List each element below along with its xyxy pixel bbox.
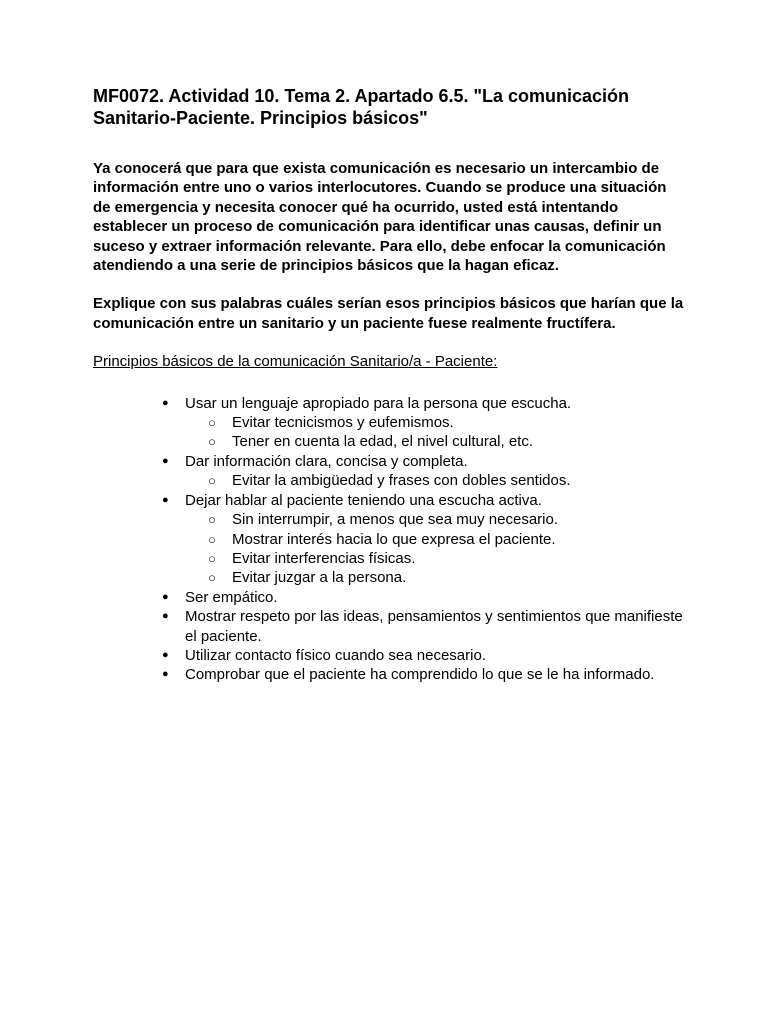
list-item xyxy=(93,491,688,588)
sub-list-item xyxy=(185,432,688,451)
circle-bullet-icon: ○ xyxy=(208,473,216,489)
circle-bullet-icon: ○ xyxy=(208,434,216,450)
list-item xyxy=(93,588,688,607)
circle-bullet-icon: ○ xyxy=(208,512,216,528)
bullet-icon: ● xyxy=(162,396,169,409)
document-title: MF0072. Actividad 10. Tema 2. Apartado 6.5. "La comunicación Sanitario-Paciente. Principios básicos" xyxy=(93,86,630,128)
sub-list-item xyxy=(185,549,688,568)
circle-bullet-icon: ○ xyxy=(208,570,216,586)
sub-list-item-text: Tener en cuenta la edad, el nivel cultural, etc. xyxy=(232,433,534,451)
sub-list-item xyxy=(185,471,688,490)
bullet-icon: ● xyxy=(162,493,169,506)
list-item-text: Utilizar contacto físico cuando sea necesario. xyxy=(185,646,486,664)
sub-list-item-text: Evitar tecnicismos y eufemismos. xyxy=(232,414,454,432)
sub-list-item-text: Evitar juzgar a la persona. xyxy=(232,569,407,587)
sub-list-item xyxy=(185,510,688,529)
list-item-text: Usar un lenguaje apropiado para la persona que escucha. xyxy=(185,394,572,412)
list-item xyxy=(93,452,688,491)
bullet-icon: ● xyxy=(162,648,169,661)
sub-list-item xyxy=(185,413,688,432)
question-paragraph: Explique con sus palabras cuáles serían esos principios básicos que harían que la comunicación entre un sanitario y un paciente fuese realmente fructífera. xyxy=(93,295,684,332)
list-item xyxy=(93,607,688,646)
circle-bullet-icon: ○ xyxy=(208,550,216,566)
circle-bullet-icon: ○ xyxy=(208,415,216,431)
sub-list-item-text: Evitar interferencias físicas. xyxy=(232,549,416,567)
bullet-icon: ● xyxy=(162,668,169,681)
sub-list xyxy=(185,471,688,490)
list-item-text: Mostrar respeto por las ideas, pensamientos y sentimientos que manifieste el paciente. xyxy=(185,608,683,645)
intro-paragraph: Ya conocerá que para que exista comunicación es necesario un intercambio de información entre uno o varios interlocutores. Cuando se produce una situación de emergencia y necesita conocer qué ha ocurrido, usted está intentando establecer un proceso de comunicación para identificar unas causas, definir un suceso y extraer información relevante. Para ello, debe enfocar la comunicación atendiendo a una serie de principios básicos que la hagan eficaz. xyxy=(93,160,667,275)
sub-list xyxy=(185,510,688,588)
list-item-text: Ser empático. xyxy=(185,588,278,606)
list-item xyxy=(93,665,688,684)
list-item-text: Dar información clara, concisa y completa. xyxy=(185,452,468,470)
list-heading: Principios básicos de la comunicación Sanitario/a - Paciente: xyxy=(93,353,498,371)
principles-list xyxy=(93,394,688,685)
list-item xyxy=(93,394,688,452)
list-item xyxy=(93,646,688,665)
bullet-icon: ● xyxy=(162,590,169,603)
sub-list-item xyxy=(185,568,688,587)
bullet-icon: ● xyxy=(162,610,169,623)
sub-list-item-text: Sin interrumpir, a menos que sea muy necesario. xyxy=(232,511,558,529)
bullet-icon: ● xyxy=(162,454,169,467)
circle-bullet-icon: ○ xyxy=(208,531,216,547)
sub-list-item-text: Mostrar interés hacia lo que expresa el paciente. xyxy=(232,530,556,548)
list-item-text: Comprobar que el paciente ha comprendido lo que se le ha informado. xyxy=(185,666,655,684)
sub-list xyxy=(185,413,688,452)
sub-list-item-text: Evitar la ambigüedad y frases con dobles sentidos. xyxy=(232,472,571,490)
list-item-text: Dejar hablar al paciente teniendo una escucha activa. xyxy=(185,491,542,509)
sub-list-item xyxy=(185,530,688,549)
